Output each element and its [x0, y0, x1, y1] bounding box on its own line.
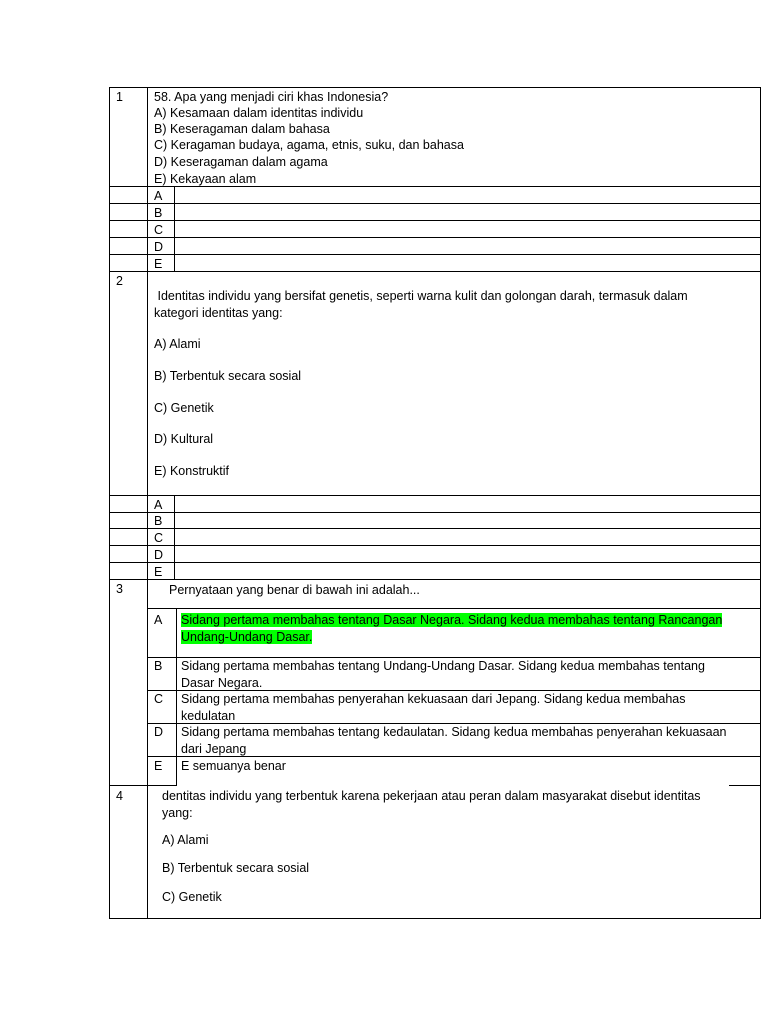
option-letter: A: [154, 613, 163, 627]
answer-letter: A: [154, 189, 163, 203]
answer-letter: E: [154, 257, 163, 271]
question-4-text: dentitas individu yang terbentuk karena pekerjaan atau peran dalam masyarakat disebut identitas yang:: [162, 789, 701, 820]
question-1-number: 1: [116, 90, 123, 104]
highlighted-answer: Sidang pertama membahas tentang Dasar Negara. Sidang kedua membahas tentang Rancangan Undang-Undang Dasar.: [181, 613, 723, 644]
question-3-option-b-text: Sidang pertama membahas tentang Undang-Undang Dasar. Sidang kedua membahas tentang Dasar Negara.: [181, 659, 705, 690]
question-4-option-c: C) Genetik: [162, 890, 222, 904]
option-letter: C: [154, 692, 164, 706]
answer-letter: B: [154, 206, 163, 220]
answer-letter: D: [154, 548, 164, 562]
question-3-option-e-text: E semuanya benar: [181, 759, 286, 773]
question-2-option-d: D) Kultural: [154, 432, 214, 446]
question-1-line-2: A) Kesamaan dalam identitas individu: [154, 106, 364, 120]
question-3-text: Pernyataan yang benar di bawah ini adalah...: [169, 583, 420, 597]
question-4-number: 4: [116, 789, 123, 803]
question-2-option-c: C) Genetik: [154, 401, 214, 415]
question-1-line-3: B) Keseragaman dalam bahasa: [154, 122, 330, 136]
answer-letter: C: [154, 531, 164, 545]
answer-letter: E: [154, 565, 163, 579]
question-3-option-d-text: Sidang pertama membahas tentang kedaulatan. Sidang kedua membahas penyerahan kekuasaan dari Jepang: [181, 725, 727, 756]
question-3-number: 3: [116, 582, 123, 596]
question-3-option-a-text: [181, 612, 741, 645]
question-1-line-1: 58. Apa yang menjadi ciri khas Indonesia?: [154, 90, 389, 104]
question-1-line-4: C) Keragaman budaya, agama, etnis, suku, dan bahasa: [154, 138, 464, 152]
answer-letter: D: [154, 240, 164, 254]
answer-letter: A: [154, 498, 163, 512]
question-2-text: Identitas individu yang bersifat genetis, seperti warna kulit dan golongan darah, termasuk dalam kategori identitas yang:: [154, 289, 692, 320]
question-3-option-c-text: Sidang pertama membahas penyerahan kekuasaan dari Jepang. Sidang kedua membahas kedulatan: [181, 692, 686, 723]
question-4-option-a: A) Alami: [162, 833, 209, 847]
question-2-option-b: B) Terbentuk secara sosial: [154, 369, 302, 383]
question-1-line-5: D) Keseragaman dalam agama: [154, 155, 328, 169]
option-letter: D: [154, 725, 164, 739]
answer-letter: B: [154, 514, 163, 528]
answer-letter: C: [154, 223, 164, 237]
option-letter: B: [154, 659, 163, 673]
option-letter: E: [154, 759, 163, 773]
question-2-option-e: E) Konstruktif: [154, 464, 230, 478]
question-2-option-a: A) Alami: [154, 337, 201, 351]
question-1-line-6: E) Kekayaan alam: [154, 172, 257, 186]
question-2-number: 2: [116, 274, 123, 288]
question-4-option-b: B) Terbentuk secara sosial: [162, 861, 310, 875]
